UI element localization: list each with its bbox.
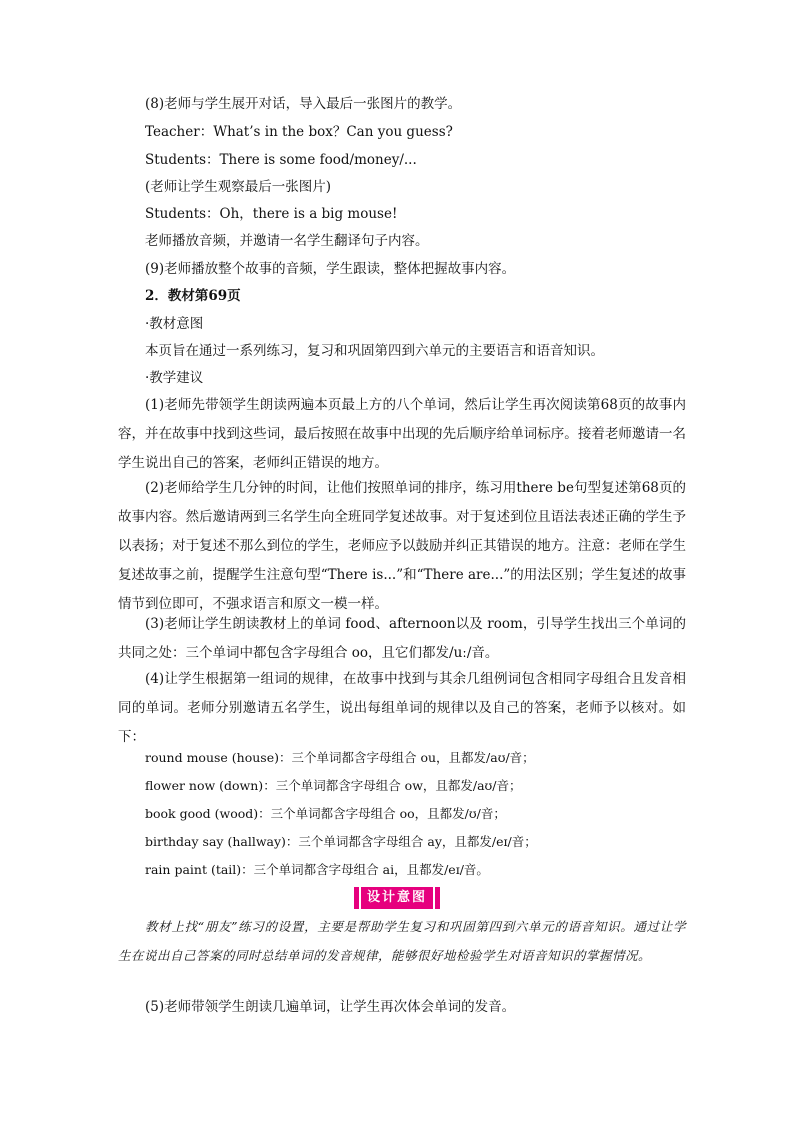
design-intent-banner: 设计意图 [361,887,433,909]
word-group-3: book good (wood)：三个单词都含字母组合 oo，且都发/ʊ/音； [145,806,506,821]
paragraph-2: (2)老师给学生几分钟的时间，让他们按照单词的排序，练习用there be句型复述第68页的故事内容。然后邀请两到三名学生向全班同学复述故事。对于复述到位且语法表述正确的学生予以表扬；对于复述不那么到位的学生，老师应予以鼓励并纠正其错误的地方。注意：老师在学生复述故事之前，提醒学生注意句型“There is...”和“There are...”的用法区别；学生复述的故事情节到位即可，不强求语言和原文一模一样。 [118,480,686,612]
students-line-2: Students：Oh，there is a big mouse! [145,206,398,222]
step-9: (9)老师播放整个故事的音频，学生跟读，整体把握故事内容。 [145,261,516,277]
paragraph-1: (1)老师先带领学生朗读两遍本页最上方的八个单词，然后让学生再次阅读第68页的故事内容，并在故事中找到这些词，最后按照在故事中出现的先后顺序给单词标序。接着老师邀请一名学生说出自己的答案，老师纠正错误的地方。 [118,397,686,471]
subheading-intent: ·教材意图 [145,316,204,332]
students-line-1: Students：There is some food/money/... [145,152,417,168]
word-group-1: round mouse (house)：三个单词都含字母组合 ou，且都发/aʊ/音； [145,750,535,765]
word-group-5: rain paint (tail)：三个单词都含字母组合 ai，且都发/eɪ/音。 [145,862,489,877]
intent-text: 本页旨在通过一系列练习，复习和巩固第四到六单元的主要语言和语音知识。 [145,343,604,359]
paragraph-4: (4)让学生根据第一组词的规律，在故事中找到与其余几组例词包含相同字母组合且发音相同的单词。老师分别邀请五名学生，说出每组单词的规律以及自己的答案，老师予以核对。如下： [118,671,686,745]
observe-note: (老师让学生观察最后一张图片) [145,179,332,195]
design-banner-wrap [0,887,794,909]
teacher-line: Teacher：What’s in the box？Can you guess? [145,124,453,140]
design-intent-note: 教材上找“朋友”练习的设置，主要是帮助学生复习和巩固第四到六单元的语音知识。通过让学生在说出自己答案的同时总结单词的发音规律，能够很好地检验学生对语音知识的掌握情况。 [118,919,686,963]
word-group-4: birthday say (hallway)：三个单词都含字母组合 ay，且都发/eɪ/音； [145,834,537,849]
audio-line: 老师播放音频，并邀请一名学生翻译句子内容。 [145,233,429,249]
step-8-intro: (8)老师与学生展开对话，导入最后一张图片的教学。 [145,96,462,112]
section-heading: 2．教材第69页 [145,288,241,304]
paragraph-3: (3)老师让学生朗读教材上的单词 food、afternoon以及 room，引导学生找出三个单词的共同之处：三个单词中都包含字母组合 oo，且它们都发/uː/音。 [118,616,686,661]
subheading-suggestions: ·教学建议 [145,370,204,386]
word-group-2: flower now (down)：三个单词都含字母组合 ow，且都发/aʊ/音； [145,778,522,793]
step-5: (5)老师带领学生朗读几遍单词，让学生再次体会单词的发音。 [145,999,516,1015]
